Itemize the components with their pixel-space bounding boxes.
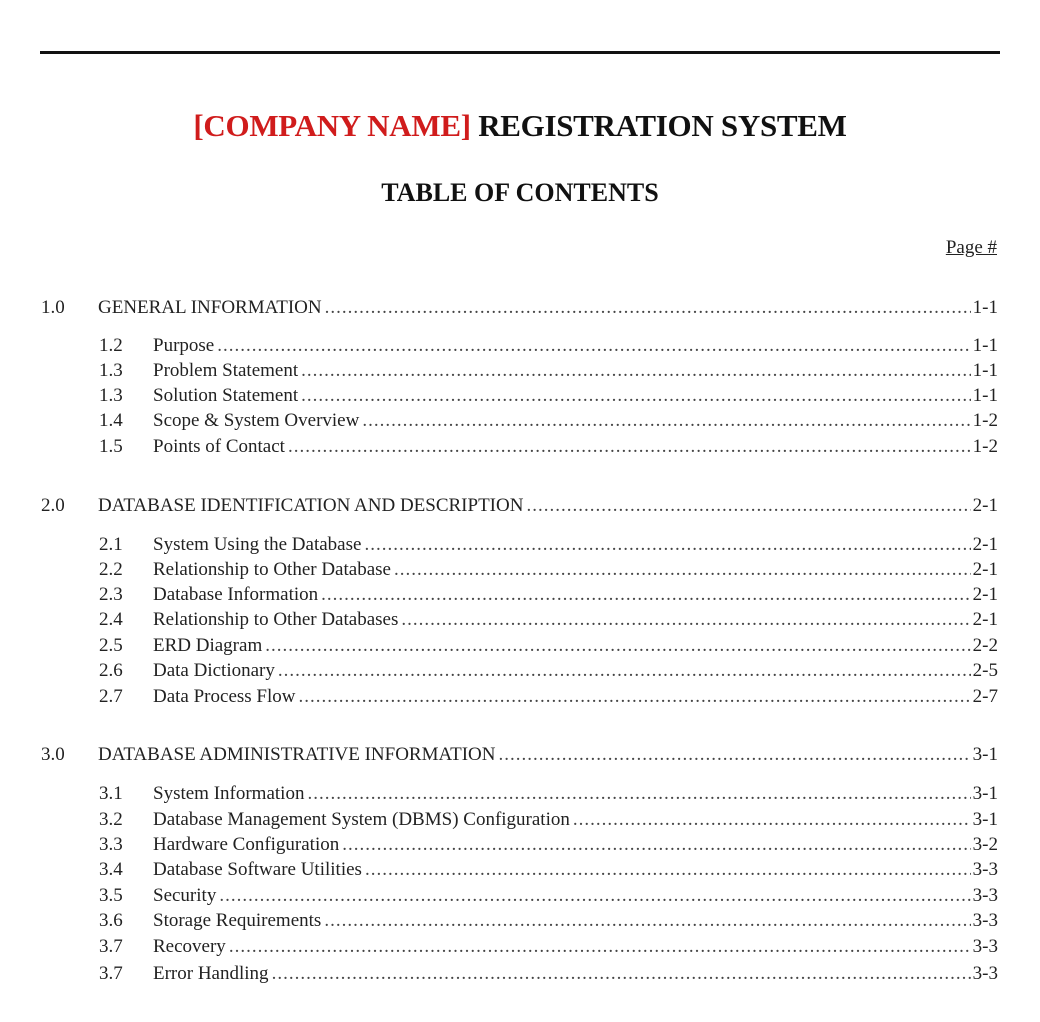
toc-entry-title: Error Handling (153, 962, 272, 986)
toc-entry-number: 1.3 (99, 360, 123, 381)
toc-entry-page: 2-1 (972, 609, 998, 630)
dot-leader (272, 962, 971, 986)
toc-entry-page: 3-3 (972, 859, 998, 880)
dot-leader (394, 558, 971, 582)
toc-entry-page: 3-3 (972, 885, 998, 906)
dot-leader (298, 685, 970, 709)
dot-leader (278, 659, 971, 683)
toc-entry[interactable] (99, 858, 998, 882)
toc-entry-title: Hardware Configuration (153, 833, 342, 857)
toc-section[interactable] (41, 743, 998, 767)
dot-leader (401, 608, 970, 632)
dot-leader (526, 494, 970, 518)
toc-entry-title: Database Management System (DBMS) Configuration (153, 808, 573, 832)
toc-entry[interactable] (99, 359, 998, 383)
toc-entry-page: 1-2 (972, 410, 998, 431)
toc-section-title: GENERAL INFORMATION (98, 296, 325, 320)
toc-entry-number: 2.4 (99, 609, 123, 630)
dot-leader (265, 634, 970, 658)
toc-entry[interactable] (99, 384, 998, 408)
toc-entry-number: 3.4 (99, 859, 123, 880)
toc-entry-number: 2.6 (99, 660, 123, 681)
toc-entry-title: Scope & System Overview (153, 409, 362, 433)
toc-entry[interactable] (99, 608, 998, 632)
toc-entry-number: 3.6 (99, 910, 123, 931)
toc-entry[interactable] (99, 533, 998, 557)
toc-entry[interactable] (99, 935, 998, 959)
toc-entry-number: 3.7 (99, 936, 123, 957)
dot-leader (229, 935, 971, 959)
toc-entry-title: Database Software Utilities (153, 858, 365, 882)
toc-entry[interactable] (99, 782, 998, 806)
company-name-placeholder: [COMPANY NAME] (193, 108, 471, 143)
toc-entry-title: Data Process Flow (153, 685, 298, 709)
dot-leader (364, 533, 970, 557)
dot-leader (365, 858, 971, 882)
toc-entry-title: Database Information (153, 583, 321, 607)
toc-entry[interactable] (99, 583, 998, 607)
toc-entry-page: 2-5 (972, 660, 998, 681)
dot-leader (499, 743, 971, 767)
toc-entry-page: 2-2 (972, 635, 998, 656)
dot-leader (325, 296, 971, 320)
toc-entry-page: 1-1 (972, 360, 998, 381)
toc-entry-title: Points of Contact (153, 435, 288, 459)
dot-leader (288, 435, 971, 459)
toc-entry-page: 3-3 (972, 936, 998, 957)
toc-entry-title: Recovery (153, 935, 229, 959)
toc-entry-page: 3-3 (972, 910, 998, 931)
toc-entry-page: 1-1 (972, 335, 998, 356)
toc-entry-title: Problem Statement (153, 359, 301, 383)
toc-entry[interactable] (99, 884, 998, 908)
toc-entry-page: 3-1 (972, 809, 998, 830)
toc-entry-page: 3-2 (972, 834, 998, 855)
toc-entry[interactable] (99, 435, 998, 459)
toc-entry-number: 2.2 (99, 559, 123, 580)
dot-leader (219, 884, 970, 908)
toc-entry-page: 2-7 (972, 686, 998, 707)
dot-leader (342, 833, 970, 857)
toc-entry-number: 1.5 (99, 436, 123, 457)
toc-entry[interactable] (99, 659, 998, 683)
toc-entry-number: 2.7 (99, 686, 123, 707)
toc-entry-number: 3.5 (99, 885, 123, 906)
toc-entry-page: 3-3 (972, 963, 998, 984)
toc-entry-number: 3.1 (99, 783, 123, 804)
toc-entry-page: 2-1 (972, 584, 998, 605)
dot-leader (321, 583, 971, 607)
dot-leader (217, 334, 970, 358)
toc-section-number: 2.0 (41, 495, 65, 516)
system-name: REGISTRATION SYSTEM (478, 108, 847, 143)
toc-section[interactable] (41, 296, 998, 320)
toc-entry-number: 2.3 (99, 584, 123, 605)
dot-leader (307, 782, 970, 806)
toc-entry-title: Data Dictionary (153, 659, 278, 683)
toc-entry-number: 3.2 (99, 809, 123, 830)
toc-entry[interactable] (99, 634, 998, 658)
dot-leader (301, 384, 971, 408)
toc-entry-page: 1-1 (972, 385, 998, 406)
toc-entry-title: System Information (153, 782, 307, 806)
toc-entry-number: 1.4 (99, 410, 123, 431)
toc-section-page: 1-1 (972, 297, 998, 318)
toc-entry-page: 1-2 (972, 436, 998, 457)
toc-heading: TABLE OF CONTENTS (381, 178, 659, 207)
toc-section-title: DATABASE IDENTIFICATION AND DESCRIPTION (98, 494, 526, 518)
toc-entry-title: Relationship to Other Database (153, 558, 394, 582)
toc-entry[interactable] (99, 558, 998, 582)
toc-section-number: 1.0 (41, 297, 65, 318)
toc-entry-page: 3-1 (972, 783, 998, 804)
toc-entry-title: Security (153, 884, 219, 908)
toc-entry-number: 2.5 (99, 635, 123, 656)
toc-entry[interactable] (99, 962, 998, 986)
toc-entry-number: 1.3 (99, 385, 123, 406)
toc-section-number: 3.0 (41, 744, 65, 765)
toc-entry-title: Relationship to Other Databases (153, 608, 401, 632)
toc-entry[interactable] (99, 909, 998, 933)
toc-entry-page: 2-1 (972, 534, 998, 555)
toc-entry-number: 3.7 (99, 963, 123, 984)
toc-entry[interactable] (99, 808, 998, 832)
dot-leader (573, 808, 971, 832)
toc-section-title: DATABASE ADMINISTRATIVE INFORMATION (98, 743, 499, 767)
toc-entry-title: ERD Diagram (153, 634, 265, 658)
toc-section-page: 2-1 (972, 495, 998, 516)
toc-entry-number: 1.2 (99, 335, 123, 356)
toc-entry[interactable] (99, 409, 998, 433)
toc-entry-number: 2.1 (99, 534, 123, 555)
dot-leader (324, 909, 970, 933)
dot-leader (301, 359, 971, 383)
toc-entry-page: 2-1 (972, 559, 998, 580)
toc-entry-title: Purpose (153, 334, 217, 358)
dot-leader (362, 409, 970, 433)
toc-entry-number: 3.3 (99, 834, 123, 855)
toc-entry[interactable] (99, 334, 998, 358)
toc-entry[interactable] (99, 833, 998, 857)
toc-entry[interactable] (99, 685, 998, 709)
toc-section-page: 3-1 (972, 744, 998, 765)
toc-entry-title: Solution Statement (153, 384, 301, 408)
toc-entry-title: System Using the Database (153, 533, 364, 557)
toc-section[interactable] (41, 494, 998, 518)
page-number-column-label: Page # (945, 237, 997, 258)
toc-entry-title: Storage Requirements (153, 909, 324, 933)
